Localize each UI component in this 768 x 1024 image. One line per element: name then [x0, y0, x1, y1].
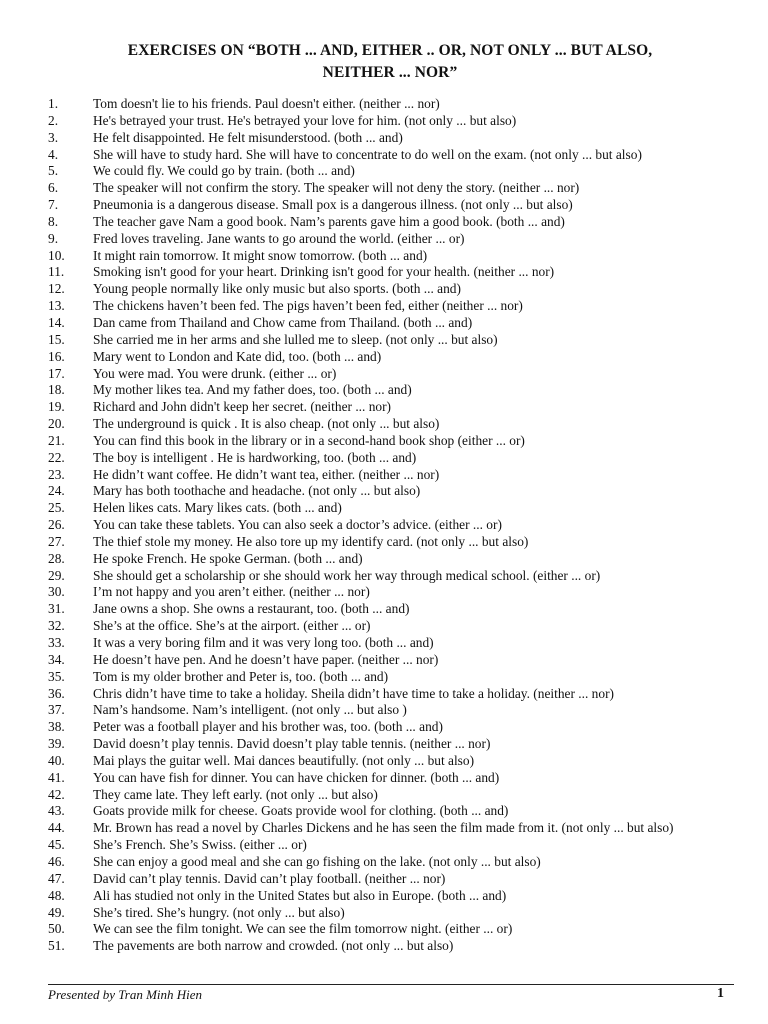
exercise-text: The underground is quick . It is also cheap. (not only ... but also)	[93, 416, 440, 432]
exercise-item	[48, 820, 738, 837]
exercise-number: 33.	[48, 635, 65, 650]
exercise-text: Smoking isn't good for your heart. Drinking isn't good for your health. (neither ... nor)	[93, 264, 555, 280]
exercise-item	[48, 382, 738, 399]
exercise-number: 5.	[48, 163, 59, 179]
exercise-item	[48, 702, 738, 719]
exercise-number: 27.	[48, 533, 65, 549]
exercise-number: 39.	[48, 736, 65, 752]
exercise-item	[48, 349, 738, 366]
exercise-number: 15.	[48, 331, 65, 347]
exercise-item	[48, 669, 738, 686]
exercise-number: 18.	[48, 382, 65, 398]
exercise-item	[48, 905, 738, 922]
exercise-item	[48, 803, 738, 820]
exercise-text: She’s at the office. She’s at the airport. (either ... or)	[93, 618, 371, 634]
exercise-text: The speaker will not confirm the story. The speaker will not deny the story. (neither ... nor)	[93, 180, 580, 196]
exercise-number: 31.	[48, 601, 65, 617]
exercise-number: 24.	[48, 483, 65, 499]
footer-divider	[48, 984, 734, 985]
exercise-number: 43.	[48, 803, 65, 819]
exercise-number: 21.	[48, 432, 65, 448]
exercise-text: He didn’t want coffee. He didn’t want tea, either. (neither ... nor)	[93, 466, 440, 482]
exercise-text: It might rain tomorrow. It might snow tomorrow. (both ... and)	[93, 247, 428, 263]
exercise-item	[48, 770, 738, 787]
exercise-text: You can take these tablets. You can also seek a doctor’s advice. (either ... or)	[93, 517, 502, 533]
exercise-item	[48, 264, 738, 281]
exercise-item	[48, 938, 738, 955]
exercise-number: 35.	[48, 668, 65, 684]
exercise-item	[48, 584, 738, 601]
exercise-text: You can find this book in the library or in a second-hand book shop (either ... or)	[93, 432, 525, 448]
exercise-item	[48, 568, 738, 585]
exercise-text: Nam’s handsome. Nam’s intelligent. (not only ... but also )	[93, 702, 407, 718]
exercise-number: 10.	[48, 247, 65, 263]
exercise-text: Ali has studied not only in the United States but also in Europe. (both ... and)	[93, 887, 507, 903]
exercise-text: You can have fish for dinner. You can have chicken for dinner. (both ... and)	[93, 769, 500, 785]
exercise-number: 1.	[48, 96, 59, 111]
exercise-text: He's betrayed your trust. He's betrayed your love for him. (not only ... but also)	[93, 112, 517, 128]
exercise-number: 40.	[48, 752, 65, 768]
exercise-item	[48, 787, 738, 804]
exercise-text: Tom is my older brother and Peter is, too. (both ... and)	[93, 668, 389, 684]
exercise-number: 29.	[48, 567, 65, 583]
exercise-text: Goats provide milk for cheese. Goats provide wool for clothing. (both ... and)	[93, 803, 509, 819]
exercise-item	[48, 248, 738, 265]
exercise-item	[48, 753, 738, 770]
exercise-item	[48, 416, 738, 433]
exercise-text: I’m not happy and you aren’t either. (neither ... nor)	[93, 584, 370, 600]
exercise-text: The teacher gave Nam a good book. Nam’s parents gave him a good book. (both ... and)	[93, 213, 565, 229]
exercise-text: My mother likes tea. And my father does, too. (both ... and)	[93, 382, 412, 398]
exercise-number: 30.	[48, 584, 65, 600]
exercise-item	[48, 551, 738, 568]
exercise-text: Mary has both toothache and headache. (not only ... but also)	[93, 483, 421, 499]
exercise-item	[48, 315, 738, 332]
exercise-text: Richard and John didn't keep her secret. (neither ... nor)	[93, 399, 392, 415]
exercise-text: She’s tired. She’s hungry. (not only ... but also)	[93, 904, 345, 920]
exercise-item	[48, 837, 738, 854]
exercise-item	[48, 888, 738, 905]
exercise-number: 2.	[48, 112, 59, 128]
exercise-number: 16.	[48, 348, 65, 364]
exercise-item	[48, 500, 738, 517]
exercise-number: 3.	[48, 129, 59, 145]
exercise-item	[48, 854, 738, 871]
exercise-number: 49.	[48, 904, 65, 920]
exercise-number: 37.	[48, 702, 65, 718]
exercise-item	[48, 719, 738, 736]
title-line-2: NEITHER ... NOR”	[322, 64, 458, 81]
exercise-text: Fred loves traveling. Jane wants to go around the world. (either ... or)	[93, 230, 465, 246]
exercise-item	[48, 534, 738, 551]
exercise-text: We can see the film tonight. We can see the film tomorrow night. (either ... or)	[93, 921, 513, 937]
title-line-1: EXERCISES ON “BOTH ... AND, EITHER .. OR, NOT ONLY ... BUT ALSO,	[127, 42, 653, 59]
exercise-text: It was a very boring film and it was very long too. (both ... and)	[93, 635, 434, 650]
exercise-item	[48, 736, 738, 753]
exercise-item	[48, 686, 738, 703]
exercise-number: 8.	[48, 213, 59, 229]
exercise-text: The thief stole my money. He also tore up my identify card. (not only ... but also)	[93, 533, 529, 549]
exercise-text: David can’t play tennis. David can’t play football. (neither ... nor)	[93, 870, 446, 886]
exercise-text: Mary went to London and Kate did, too. (both ... and)	[93, 348, 382, 364]
exercise-number: 41.	[48, 769, 65, 785]
exercise-number: 50.	[48, 921, 65, 937]
exercise-item	[48, 197, 738, 214]
exercise-text: She carried me in her arms and she lulled me to sleep. (not only ... but also)	[93, 331, 498, 347]
exercise-item	[48, 652, 738, 669]
exercise-text: Young people normally like only music but also sports. (both ... and)	[93, 281, 461, 297]
exercise-item	[48, 130, 738, 147]
exercise-number: 13.	[48, 298, 65, 314]
exercise-item	[48, 281, 738, 298]
exercise-number: 32.	[48, 618, 65, 634]
exercise-text: Pneumonia is a dangerous disease. Small pox is a dangerous illness. (not only ... but also)	[93, 197, 573, 213]
exercise-number: 48.	[48, 887, 65, 903]
exercise-item	[48, 601, 738, 618]
page-number: 1	[717, 986, 724, 1001]
exercise-text: She’s French. She’s Swiss. (either ... or)	[93, 837, 307, 853]
exercise-number: 17.	[48, 365, 65, 381]
exercise-item	[48, 450, 738, 467]
exercise-item	[48, 147, 738, 164]
exercise-item	[48, 871, 738, 888]
exercise-text: Dan came from Thailand and Chow came from Thailand. (both ... and)	[93, 314, 473, 330]
exercise-number: 45.	[48, 837, 65, 853]
exercise-number: 23.	[48, 466, 65, 482]
exercise-number: 38.	[48, 719, 65, 735]
exercise-number: 12.	[48, 281, 65, 297]
exercise-number: 47.	[48, 870, 65, 886]
exercise-item	[48, 483, 738, 500]
exercise-number: 6.	[48, 180, 59, 196]
exercise-number: 44.	[48, 820, 65, 836]
exercise-number: 7.	[48, 197, 59, 213]
exercise-text: She should get a scholarship or she should work her way through medical school. (either ... or)	[93, 567, 601, 583]
exercise-item	[48, 635, 738, 652]
exercise-item	[48, 332, 738, 349]
exercise-item	[48, 921, 738, 938]
exercise-item	[48, 163, 738, 180]
exercise-item	[48, 433, 738, 450]
exercise-text: She will have to study hard. She will have to concentrate to do well on the exam. (not only ... but also)	[93, 146, 642, 162]
exercise-item	[48, 180, 738, 197]
exercise-number: 42.	[48, 786, 65, 802]
exercise-text: Tom doesn't lie to his friends. Paul doesn't either. (neither ... nor)	[93, 96, 440, 111]
page-title	[60, 40, 720, 84]
exercise-text: They came late. They left early. (not only ... but also)	[93, 786, 378, 802]
exercise-text: Mr. Brown has read a novel by Charles Dickens and he has seen the film made from it. (not only ... but also)	[93, 820, 674, 836]
exercise-number: 19.	[48, 399, 65, 415]
exercise-item	[48, 298, 738, 315]
exercise-text: Mai plays the guitar well. Mai dances beautifully. (not only ... but also)	[93, 752, 475, 768]
exercise-text: We could fly. We could go by train. (both ... and)	[93, 163, 355, 179]
exercise-text: David doesn’t play tennis. David doesn’t play table tennis. (neither ... nor)	[93, 736, 491, 752]
exercise-number: 22.	[48, 449, 65, 465]
exercise-text: The boy is intelligent . He is hardworking, too. (both ... and)	[93, 449, 417, 465]
exercise-number: 28.	[48, 550, 65, 566]
exercise-item	[48, 517, 738, 534]
exercise-number: 11.	[48, 264, 65, 280]
exercise-text: The chickens haven’t been fed. The pigs haven’t been fed, either (neither ... nor)	[93, 298, 523, 314]
exercise-number: 9.	[48, 230, 59, 246]
exercise-text: He doesn’t have pen. And he doesn’t have paper. (neither ... nor)	[93, 651, 439, 667]
exercise-item	[48, 366, 738, 383]
exercise-number: 14.	[48, 314, 65, 330]
exercise-item	[48, 399, 738, 416]
exercise-text: He felt disappointed. He felt misunderstood. (both ... and)	[93, 129, 403, 145]
exercise-item	[48, 214, 738, 231]
exercise-item	[48, 96, 738, 113]
exercise-text: Peter was a football player and his brother was, too. (both ... and)	[93, 719, 443, 735]
exercise-number: 4.	[48, 146, 59, 162]
exercise-item	[48, 467, 738, 484]
exercise-text: The pavements are both narrow and crowded. (not only ... but also)	[93, 938, 454, 954]
exercise-number: 51.	[48, 938, 65, 954]
exercise-text: He spoke French. He spoke German. (both ... and)	[93, 550, 363, 566]
exercise-text: Chris didn’t have time to take a holiday. Sheila didn’t have time to take a holiday. (neither ... nor)	[93, 685, 614, 701]
exercise-number: 34.	[48, 651, 65, 667]
exercise-text: She can enjoy a good meal and she can go fishing on the lake. (not only ... but also)	[93, 853, 541, 869]
exercise-text: Helen likes cats. Mary likes cats. (both ... and)	[93, 500, 342, 516]
exercise-item	[48, 231, 738, 248]
exercise-number: 25.	[48, 500, 65, 516]
exercise-list	[48, 96, 738, 955]
exercise-text: You were mad. You were drunk. (either ... or)	[93, 365, 337, 381]
exercise-text: Jane owns a shop. She owns a restaurant, too. (both ... and)	[93, 601, 410, 617]
exercise-item	[48, 113, 738, 130]
exercise-number: 20.	[48, 416, 65, 432]
exercise-number: 26.	[48, 517, 65, 533]
exercise-number: 36.	[48, 685, 65, 701]
exercise-item	[48, 618, 738, 635]
footer-author: Presented by Tran Minh Hien	[48, 987, 203, 1002]
exercise-number: 46.	[48, 853, 65, 869]
